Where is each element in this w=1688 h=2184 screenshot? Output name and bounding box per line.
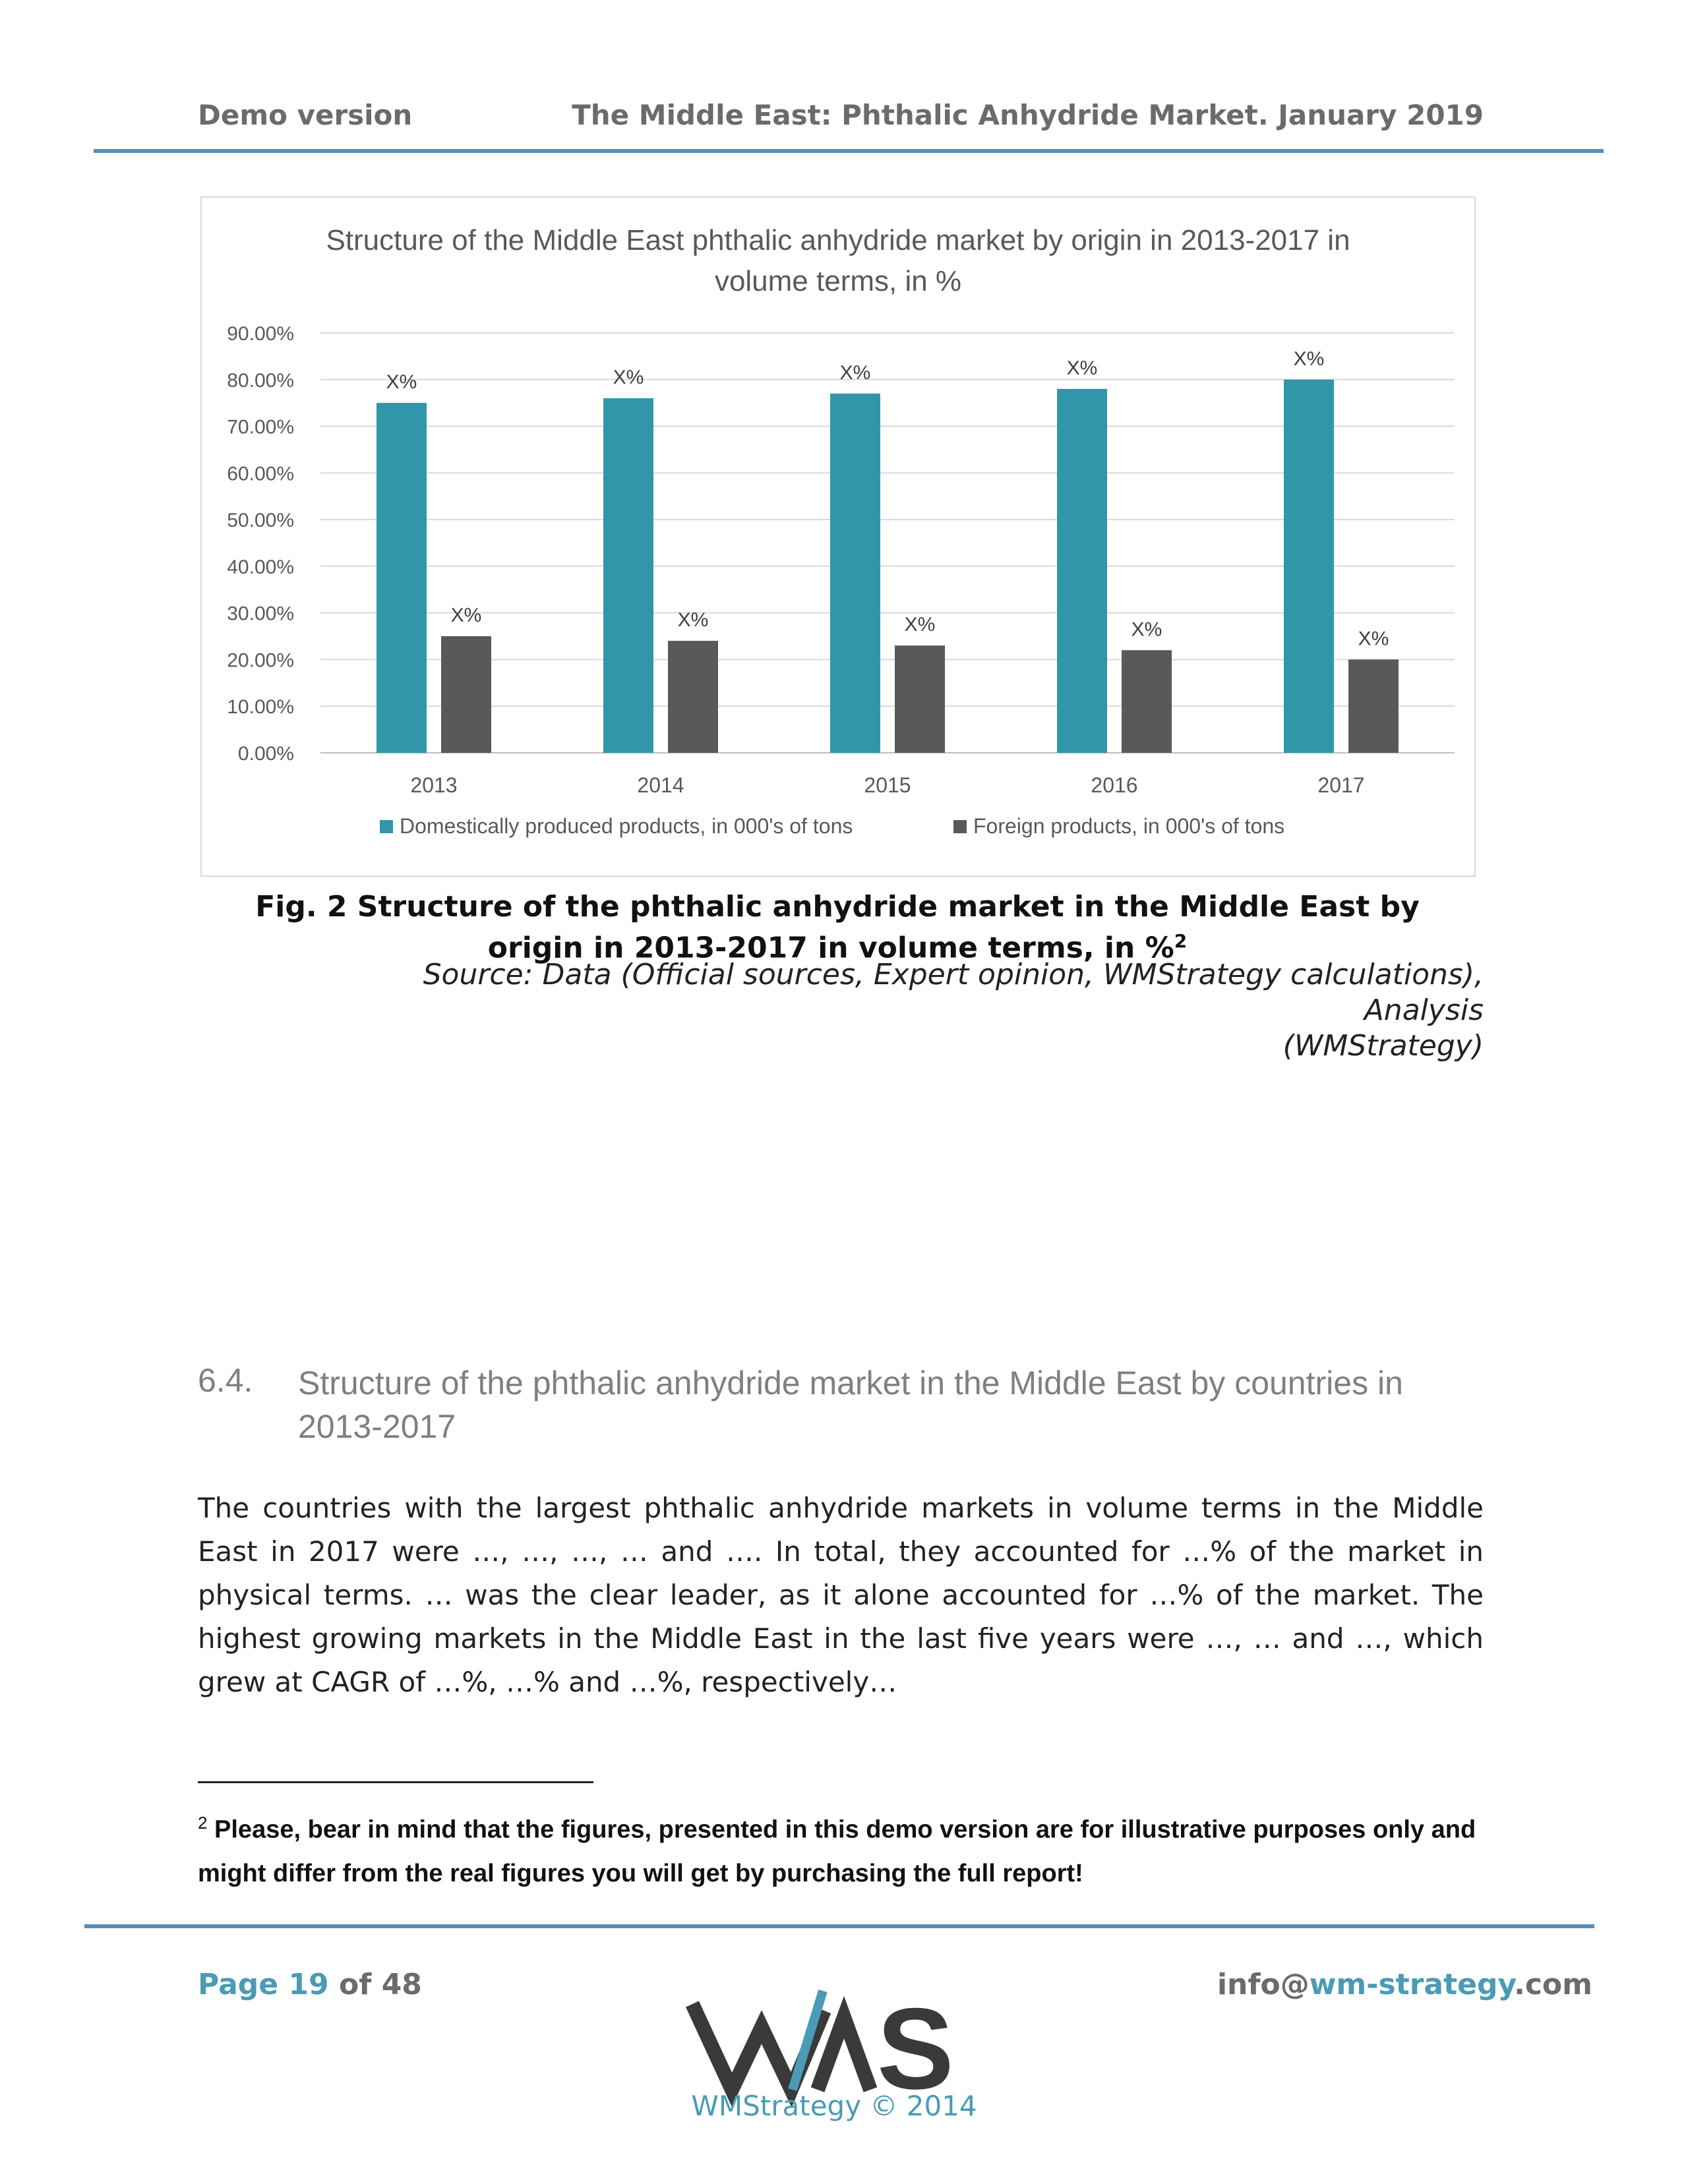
header-doc-version: Demo version xyxy=(198,99,413,131)
chart-title-text: Structure of the Middle East phthalic anhydride market by origin in 2013-2017 in volume terms, in % xyxy=(326,224,1350,297)
email-prefix: info@ xyxy=(1217,1968,1310,2001)
data-label: X% xyxy=(1066,357,1098,379)
bar xyxy=(1057,389,1107,753)
x-tick-label: 2016 xyxy=(1091,773,1138,797)
email-domain: wm-strategy xyxy=(1309,1968,1515,2001)
y-tick-label: 10.00% xyxy=(227,696,294,719)
bar-chart xyxy=(202,198,1474,875)
bar xyxy=(377,403,427,753)
header-rule xyxy=(94,149,1604,153)
contact-email[interactable] xyxy=(1217,1968,1592,2001)
footnote-text: Please, bear in mind that the figures, presented in this demo version are for illustrative purposes only and might differ from the real figures you will get by purchasing the full report! xyxy=(198,1815,1476,1887)
y-tick-label: 50.00% xyxy=(227,510,294,532)
x-tick-label: 2014 xyxy=(637,773,684,797)
data-label: X% xyxy=(613,367,644,389)
figure-source-line2: (WMStrategy) xyxy=(1282,1029,1484,1063)
data-label: X% xyxy=(450,605,482,627)
y-tick-label: 40.00% xyxy=(227,556,294,578)
x-tick-label: 2015 xyxy=(864,773,911,797)
figure-source xyxy=(330,957,1484,1064)
logo-m-mark xyxy=(818,2017,870,2090)
logo-caption: WMStrategy © 2014 xyxy=(691,2090,977,2122)
bar xyxy=(830,394,880,753)
y-tick-label: 20.00% xyxy=(227,649,294,672)
y-tick-label: 30.00% xyxy=(227,603,294,625)
x-tick-label: 2013 xyxy=(410,773,458,797)
data-label: X% xyxy=(1293,347,1325,370)
section-number: 6.4. xyxy=(198,1362,253,1399)
header-doc-title: The Middle East: Phthalic Anhydride Market. January 2019 xyxy=(572,99,1484,131)
y-tick-label: 0.00% xyxy=(237,743,294,765)
bar xyxy=(1348,659,1399,753)
bar xyxy=(441,636,491,753)
y-tick-label: 90.00% xyxy=(227,323,294,345)
section-title: Structure of the phthalic anhydride market in the Middle East by countries in 2013-2017 xyxy=(298,1365,1403,1445)
footnote-ref: 2 xyxy=(1174,930,1188,952)
bar xyxy=(603,398,653,753)
page-current: 19 xyxy=(288,1968,329,2001)
chart-container xyxy=(200,196,1476,877)
page-prefix: Page xyxy=(198,1968,279,2001)
data-label: X% xyxy=(677,609,709,632)
data-label: X% xyxy=(904,614,936,636)
legend-label: Domestically produced products, in 000's of tons xyxy=(400,814,853,838)
footer-rule xyxy=(84,1924,1594,1928)
figure-source-line1: Source: Data (Official sources, Expert opinion, WMStrategy calculations), Analysis xyxy=(423,958,1484,1027)
y-tick-label: 80.00% xyxy=(227,369,294,392)
y-tick-label: 60.00% xyxy=(227,463,294,485)
legend-label: Foreign products, in 000's of tons xyxy=(973,814,1285,838)
bar xyxy=(895,645,945,753)
y-tick-label: 70.00% xyxy=(227,416,294,438)
bar xyxy=(668,641,718,753)
page-number xyxy=(198,1968,422,2001)
figure-caption-text: Fig. 2 Structure of the phthalic anhydride market in the Middle East by origin in 2013-2017 in volume terms, in % xyxy=(255,890,1420,965)
figure-caption xyxy=(218,890,1457,966)
footnote-mark: 2 xyxy=(198,1813,208,1833)
x-tick-label: 2017 xyxy=(1317,773,1365,797)
legend-swatch xyxy=(380,820,393,833)
footnote-rule xyxy=(198,1781,593,1783)
data-label: X% xyxy=(1131,618,1162,641)
page-total: of 48 xyxy=(339,1968,422,2001)
legend-swatch xyxy=(953,820,967,833)
data-label: X% xyxy=(1358,628,1389,650)
logo-s-letter: S xyxy=(877,1985,954,2113)
bar xyxy=(1284,380,1334,753)
email-suffix: .com xyxy=(1514,1968,1592,2001)
data-label: X% xyxy=(386,371,417,394)
data-label: X% xyxy=(839,362,871,384)
footnote xyxy=(198,1801,1484,1895)
body-paragraph: The countries with the largest phthalic anhydride markets in volume terms in the Middle East in 2017 were …, …, …, … and …. In total, they accounted for …% of the market in physical terms. … was the clear leader, as it alone accounted for …% of the market. The highest growing markets in the Middle East in the last five years were …, … and …, which grew at CAGR of …%, …% and …%, respectively… xyxy=(198,1492,1484,1698)
bar xyxy=(1122,650,1172,753)
